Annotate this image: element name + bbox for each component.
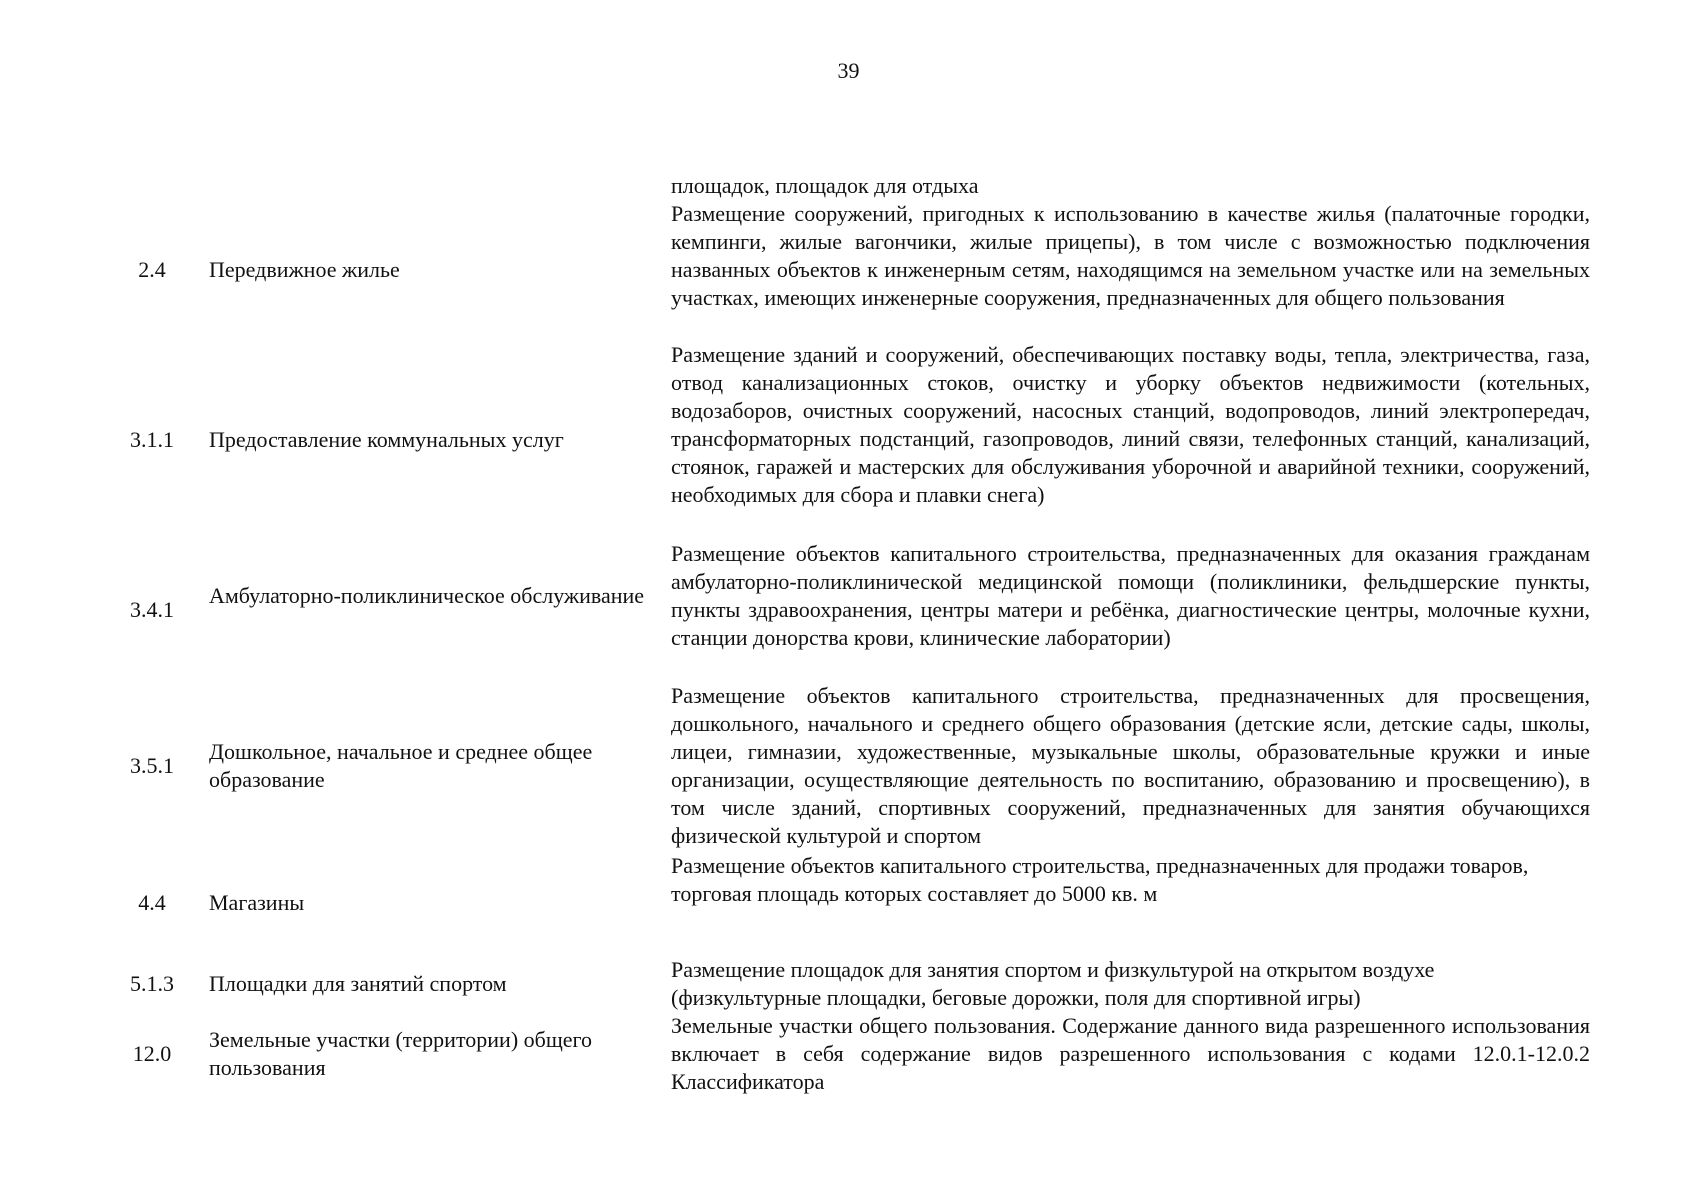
row-code: 3.1.1	[130, 427, 174, 452]
row-name: Площадки для занятий спортом	[209, 971, 507, 996]
row-name: Земельные участки (территории) общего пользования	[209, 1027, 593, 1080]
continuation-text: площадок, площадок для отдыха	[671, 173, 979, 198]
row-code: 5.1.3	[130, 971, 174, 996]
row-description: Размещение объектов капитального строительства, предназначенных для продажи товаров, торговая площадь которых составляет до 5000 кв. м	[671, 853, 1529, 906]
row-name: Амбулаторно-поликлиническое обслуживание	[209, 583, 645, 608]
row-code: 3.5.1	[130, 753, 174, 778]
row-name: Предоставление коммунальных услуг	[209, 427, 564, 452]
row-code: 2.4	[138, 257, 166, 282]
row-description: Земельные участки общего пользования. Содержание данного вида разрешенного использования включает в себя содержание видов разрешенного использования с кодами 12.0.1-12.0.2 Классификатора	[671, 1013, 1590, 1094]
row-code: 3.4.1	[130, 597, 174, 622]
row-description: Размещение объектов капитального строительства, предназначенных для оказания гражданам амбулаторно-поликлинической медицинской помощи (поликлиники, фельдшерские пункты, пункты здравоохранения, центры матери и ребёнка, диагностические центры, молочные кухни, станции донорства крови, клинические лаборатории)	[671, 541, 1590, 650]
row-name: Передвижное жилье	[209, 257, 400, 282]
page-number: 39	[837, 58, 860, 83]
row-name: Магазины	[209, 890, 305, 915]
row-code: 12.0	[132, 1041, 172, 1066]
row-description: Размещение зданий и сооружений, обеспечивающих поставку воды, тепла, электричества, газа, отвод канализационных стоков, очистку и уборку объектов недвижимости (котельных, водозаборов, очистных сооружений, насосных станций, водопроводов, линий электропередач, трансформаторных подстанций, газопроводов, линий связи, телефонных станций, канализаций, стоянок, гаражей и мастерских для обслуживания уборочной и аварийной техники, сооружений, необходимых для сбора и плавки снега)	[671, 342, 1590, 507]
row-name: Дошкольное, начальное и среднее общее образование	[209, 739, 593, 792]
row-description: Размещение сооружений, пригодных к использованию в качестве жилья (палаточные городки, кемпинги, жилые вагончики, жилые прицепы), в том числе с возможностью подключения названных объектов к инженерным сетям, находящимся на земельном участке или на земельных участках, имеющих инженерные сооружения, предназначенных для общего пользования	[671, 201, 1590, 310]
row-code: 4.4	[138, 890, 166, 915]
row-description: Размещение площадок для занятия спортом и физкультурой на открытом воздухе (физкультурные площадки, беговые дорожки, поля для спортивной игры)	[671, 957, 1435, 1010]
row-description: Размещение объектов капитального строительства, предназначенных для просвещения, дошкольного, начального и среднего общего образования (детские ясли, детские сады, школы, лицеи, гимназии, художественные, музыкальные школы, образовательные кружки и иные организации, осуществляющие деятельность по воспитанию, образованию и просвещению), в том числе зданий, спортивных сооружений, предназначенных для занятия обучающихся физической культурой и спортом	[671, 683, 1590, 848]
